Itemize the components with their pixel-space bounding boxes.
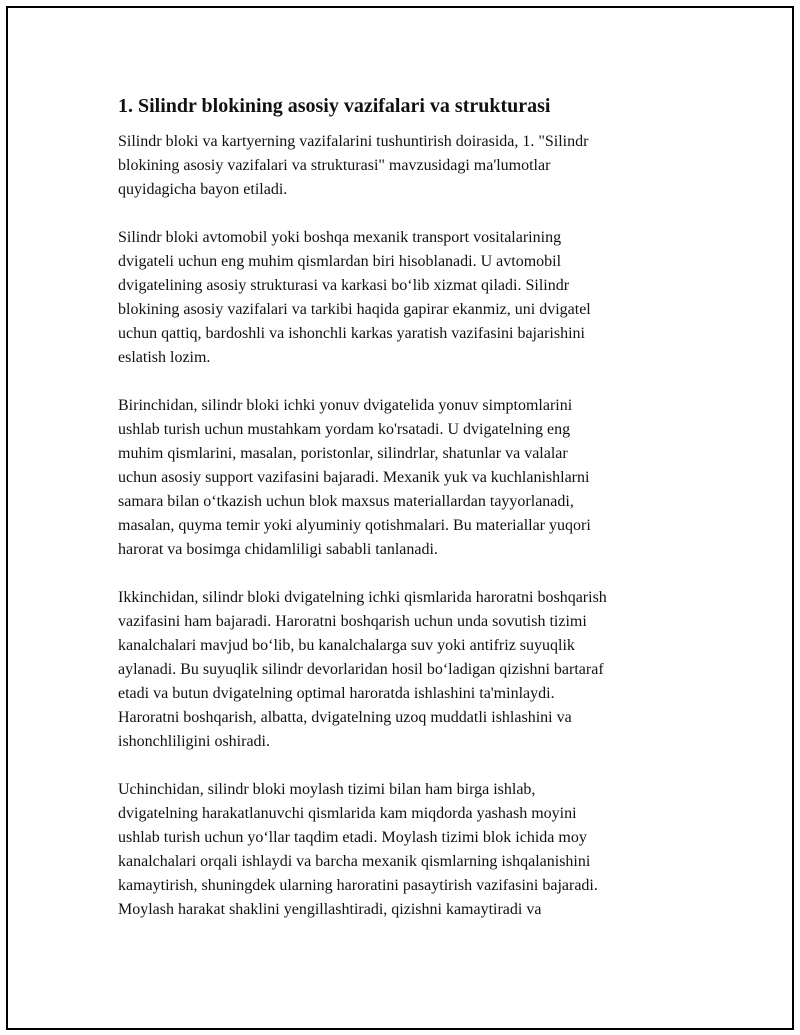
section-heading: 1. Silindr blokining asosiy vazifalari va strukturasi: [118, 95, 551, 117]
text-line: Silindr bloki avtomobil yoki boshqa mexanik transport vositalarining: [118, 229, 562, 246]
paragraph-third: [118, 778, 688, 922]
text-line: Uchinchidan, silindr bloki moylash tizimi bilan ham birga ishlab,: [118, 781, 536, 798]
text-line: dvigateli uchun eng muhim qismlardan biri hisoblanadi. U avtomobil: [118, 253, 562, 270]
paragraph-second: [118, 586, 688, 754]
text-line: kanalchalari orqali ishlaydi va barcha mexanik qismlarning ishqalanishini: [118, 853, 591, 870]
text-line: dvigatelning harakatlanuvchi qismlarida kam miqdorda yashash moyini: [118, 805, 577, 822]
text-line: vazifasini ham bajaradi. Haroratni boshqarish uchun unda sovutish tizimi: [118, 613, 587, 630]
text-line: Moylash harakat shaklini yengillashtiradi, qizishni kamaytiradi va: [118, 901, 542, 918]
paragraph-overview: [118, 226, 688, 370]
text-line: samara bilan o‘tkazish uchun blok maxsus materiallardan tayyorlanadi,: [118, 493, 574, 510]
text-line: kamaytirish, shuningdek ularning haroratini pasaytirish vazifasini bajaradi.: [118, 877, 598, 894]
text-line: ishonchliligini oshiradi.: [118, 733, 270, 750]
text-line: ushlab turish uchun yo‘llar taqdim etadi. Moylash tizimi blok ichida moy: [118, 829, 587, 846]
text-line: muhim qismlarini, masalan, poristonlar, silindrlar, shatunlar va valalar: [118, 445, 568, 462]
text-line: kanalchalari mavjud bo‘lib, bu kanalchalarga suv yoki antifriz suyuqlik: [118, 637, 575, 654]
text-line: Birinchidan, silindr bloki ichki yonuv dvigatelida yonuv simptomlarini: [118, 397, 573, 414]
text-line: uchun asosiy support vazifasini bajaradi. Mexanik yuk va kuchlanishlarni: [118, 469, 590, 486]
text-line: harorat va bosimga chidamliligi sababli tanlanadi.: [118, 541, 438, 558]
text-line: blokining asosiy vazifalari va strukturasi" mavzusidagi ma'lumotlar: [118, 157, 551, 174]
text-line: Haroratni boshqarish, albatta, dvigatelning uzoq muddatli ishlashini va: [118, 709, 572, 726]
text-line: masalan, quyma temir yoki alyuminiy qotishmalari. Bu materiallar yuqori: [118, 517, 591, 534]
text-line: dvigatelining asosiy strukturasi va karkasi bo‘lib xizmat qiladi. Silindr: [118, 277, 570, 294]
text-line: uchun qattiq, bardoshli va ishonchli karkas yaratish vazifasini bajarishini: [118, 325, 585, 342]
text-line: etadi va butun dvigatelning optimal haroratda ishlashini ta'minlaydi.: [118, 685, 555, 702]
paragraph-intro: [118, 130, 688, 202]
text-line: blokining asosiy vazifalari va tarkibi haqida gapirar ekanmiz, uni dvigatel: [118, 301, 591, 318]
paragraph-first: [118, 394, 688, 562]
document-body: [118, 92, 688, 946]
text-line: Silindr bloki va kartyerning vazifalarini tushuntirish doirasida, 1. "Silindr: [118, 133, 589, 150]
text-line: Ikkinchidan, silindr bloki dvigatelning ichki qismlarida haroratni boshqarish: [118, 589, 607, 606]
text-line: ushlab turish uchun mustahkam yordam ko'rsatadi. U dvigatelning eng: [118, 421, 571, 438]
text-line: eslatish lozim.: [118, 349, 211, 366]
text-line: quyidagicha bayon etiladi.: [118, 181, 288, 198]
text-line: aylanadi. Bu suyuqlik silindr devorlaridan hosil bo‘ladigan qizishni bartaraf: [118, 661, 604, 678]
